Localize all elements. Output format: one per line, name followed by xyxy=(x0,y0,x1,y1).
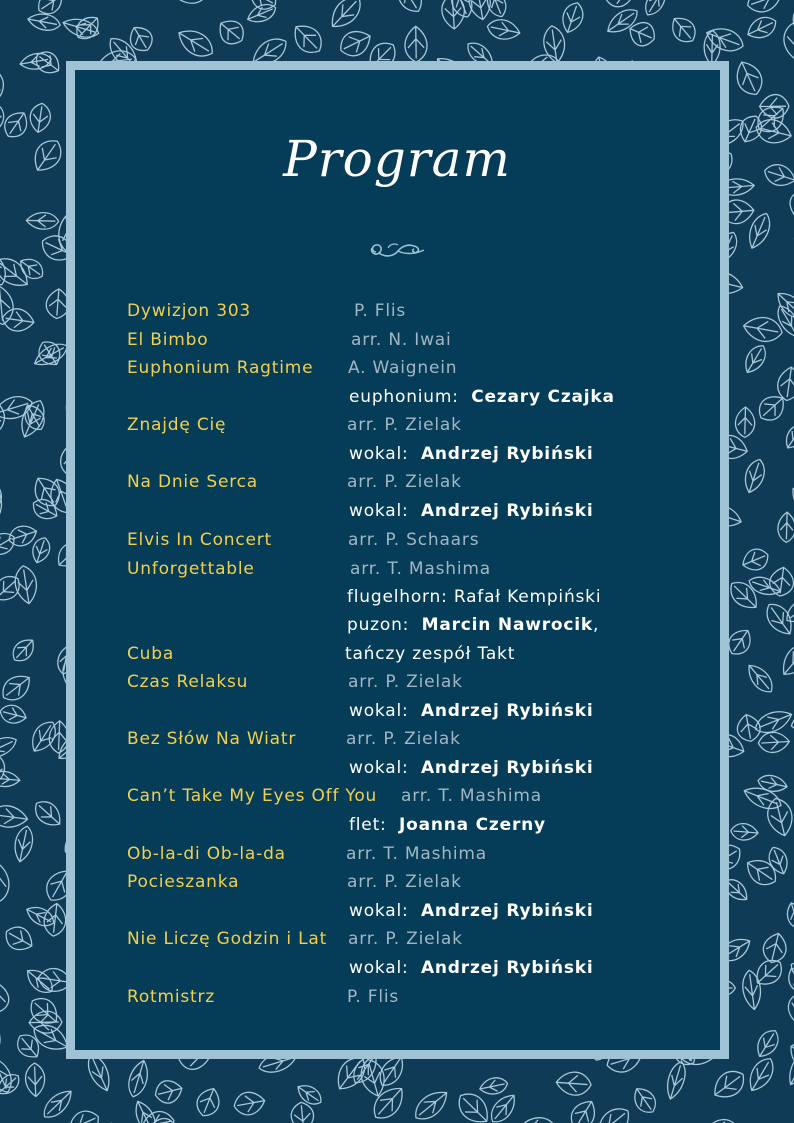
leaf-icon xyxy=(28,102,52,134)
performer-role: wokal: xyxy=(349,958,409,978)
arranger: P. Flis xyxy=(354,301,407,321)
leaf-icon xyxy=(744,1054,779,1095)
leaf-icon xyxy=(595,0,630,2)
leaf-icon xyxy=(741,457,768,495)
performer-role: wokal: xyxy=(349,701,409,721)
leaf-icon xyxy=(756,773,788,794)
leaf-icon xyxy=(603,0,635,8)
leaf-icon xyxy=(787,1117,794,1123)
leaf-icon xyxy=(232,1090,266,1118)
leaf-icon xyxy=(31,47,64,79)
leaf-icon xyxy=(555,1071,591,1096)
leaf-icon xyxy=(784,1046,794,1088)
leaf-icon xyxy=(391,0,427,17)
leaf-icon xyxy=(61,15,101,41)
leaf-icon xyxy=(0,334,3,373)
leaf-icon xyxy=(744,210,774,251)
leaf-icon xyxy=(173,24,217,63)
performer-name: Andrzej Rybiński xyxy=(420,501,594,521)
performer-role: wokal: xyxy=(349,758,409,778)
leaf-icon xyxy=(773,302,794,341)
leaf-icon xyxy=(741,854,781,891)
leaf-icon xyxy=(735,407,755,438)
leaf-icon xyxy=(629,1083,660,1117)
leaf-icon xyxy=(758,732,790,754)
leaf-icon xyxy=(744,13,780,43)
flourish-ornament-icon xyxy=(368,236,428,262)
leaf-icon xyxy=(13,564,40,605)
leaf-icon xyxy=(72,11,104,43)
leaf-icon xyxy=(754,390,790,426)
leaf-icon xyxy=(26,11,61,32)
leaf-icon xyxy=(750,954,787,990)
performer-detail xyxy=(347,587,601,607)
arranger: arr. P. Zielak xyxy=(348,672,463,692)
leaf-icon xyxy=(19,51,53,71)
leaf-icon xyxy=(214,15,249,50)
leaf-icon xyxy=(0,770,20,788)
leaf-icon xyxy=(707,1119,737,1123)
performer-suffix: , xyxy=(593,615,600,635)
leaf-icon xyxy=(559,0,587,35)
performer-name: Andrzej Rybiński xyxy=(420,444,594,464)
leaf-icon xyxy=(744,0,785,16)
leaf-icon xyxy=(741,969,763,1010)
piece-title: Ob-la-di Ob-la-da xyxy=(127,844,286,864)
leaf-icon xyxy=(39,1086,77,1123)
piece-title: Euphonium Ragtime xyxy=(127,358,314,378)
leaf-icon xyxy=(761,599,794,640)
arranger: A. Waignein xyxy=(348,358,458,378)
leaf-icon xyxy=(788,0,794,34)
leaf-icon xyxy=(410,1085,453,1123)
performer-role: puzon: xyxy=(347,615,410,635)
performer-name: Joanna Czerny xyxy=(398,815,546,835)
leaf-icon xyxy=(0,571,25,607)
leaf-icon xyxy=(731,57,767,99)
arranger: arr. T. Mashima xyxy=(346,844,487,864)
performer-role: wokal: xyxy=(349,501,409,521)
leaf-icon xyxy=(193,1085,224,1120)
piece-title: Bez Słów Na Wiatr xyxy=(127,729,297,749)
performer-name: Marcin Nawrocik xyxy=(421,615,593,635)
leaf-icon xyxy=(153,1077,185,1106)
leaf-icon xyxy=(566,1096,601,1123)
leaf-icon xyxy=(64,1106,103,1123)
leaf-icon xyxy=(25,1063,45,1097)
leaf-icon xyxy=(772,287,794,322)
leaf-icon xyxy=(336,25,376,61)
performer-name: Andrzej Rybiński xyxy=(420,758,594,778)
piece-title: Znajdę Cię xyxy=(127,415,227,435)
performer-detail xyxy=(349,958,594,978)
leaf-icon xyxy=(663,1059,689,1101)
piece-title: Dywizjon 303 xyxy=(127,301,252,321)
leaf-icon xyxy=(0,68,2,107)
leaf-icon xyxy=(776,637,794,681)
leaf-icon xyxy=(405,26,428,62)
leaf-icon xyxy=(26,717,61,756)
performer-role: euphonium: xyxy=(349,387,459,407)
piece-title: Cuba xyxy=(127,644,175,664)
arranger: P. Flis xyxy=(347,987,400,1007)
piece-title: Unforgettable xyxy=(127,559,255,579)
leaf-icon xyxy=(452,1087,495,1123)
leaf-icon xyxy=(288,19,328,59)
leaf-icon xyxy=(666,12,700,47)
leaf-icon xyxy=(20,401,49,434)
leaf-icon xyxy=(742,314,785,344)
performer-detail xyxy=(345,644,515,664)
leaf-icon xyxy=(0,669,36,706)
leaf-icon xyxy=(12,825,36,864)
leaf-icon xyxy=(785,991,794,1024)
leaf-icon xyxy=(781,421,794,452)
performer-detail xyxy=(349,815,546,835)
leaf-icon xyxy=(625,18,659,50)
leaf-icon xyxy=(486,17,522,42)
leaf-icon xyxy=(366,1119,408,1123)
page-title: Program xyxy=(283,130,511,188)
piece-title: Can’t Take My Eyes Off You xyxy=(127,786,378,806)
leaf-icon xyxy=(125,22,157,56)
leaf-icon xyxy=(8,634,39,665)
leaf-icon xyxy=(641,0,671,19)
leaf-icon xyxy=(0,399,9,442)
piece-title: Elvis In Concert xyxy=(127,530,273,550)
leaf-icon xyxy=(603,4,642,38)
leaf-icon xyxy=(325,0,367,34)
arranger: arr. P. Zielak xyxy=(347,415,462,435)
leaf-icon xyxy=(735,713,762,744)
leaf-icon xyxy=(483,0,510,20)
leaf-icon xyxy=(0,71,8,110)
arranger: arr. T. Mashima xyxy=(401,786,542,806)
piece-title: Nie Liczę Godzin i Lat xyxy=(127,929,328,949)
leaf-icon xyxy=(764,796,794,839)
leaf-icon xyxy=(591,1102,635,1123)
piece-title: Na Dnie Serca xyxy=(127,472,259,492)
performer-name: Cezary Czajka xyxy=(471,387,615,407)
leaf-icon xyxy=(0,703,28,727)
arranger: arr. N. Iwai xyxy=(351,330,452,350)
leaf-icon xyxy=(708,1065,750,1104)
leaf-icon xyxy=(478,1076,509,1097)
piece-title: Pocieszanka xyxy=(127,872,240,892)
performer-name: Andrzej Rybiński xyxy=(420,958,594,978)
leaf-icon xyxy=(175,0,212,8)
performer-detail xyxy=(349,758,594,778)
performer-role: flet: xyxy=(349,815,387,835)
piece-title: Czas Relaksu xyxy=(127,672,249,692)
arranger: arr. P. Zielak xyxy=(346,729,461,749)
leaf-icon xyxy=(0,324,1,364)
leaf-icon xyxy=(789,707,794,734)
leaf-icon xyxy=(26,212,59,229)
arranger: arr. P. Zielak xyxy=(347,472,462,492)
performer-role: tańczy zespół Takt xyxy=(345,644,516,664)
leaf-icon xyxy=(290,1101,315,1123)
leaf-icon xyxy=(0,1022,6,1062)
arranger: arr. P. Zielak xyxy=(348,929,463,949)
performer-detail xyxy=(349,501,594,521)
leaf-icon xyxy=(718,0,748,1)
arranger: arr. P. Zielak xyxy=(347,872,462,892)
leaf-icon xyxy=(367,1081,409,1123)
piece-title: El Bimbo xyxy=(127,330,209,350)
leaf-icon xyxy=(0,983,10,1014)
leaf-icon xyxy=(93,0,132,2)
leaf-icon xyxy=(486,1090,521,1123)
performer-role: flugelhorn: Rafał Kempiński xyxy=(347,587,602,607)
performer-name: Andrzej Rybiński xyxy=(420,701,594,721)
leaf-icon xyxy=(730,823,759,842)
leaf-icon xyxy=(765,844,791,877)
performer-role: wokal: xyxy=(349,901,409,921)
leaf-icon xyxy=(725,576,763,614)
performer-detail xyxy=(349,701,594,721)
performer-role: wokal: xyxy=(349,444,409,464)
arranger: arr. T. Mashima xyxy=(350,559,491,579)
leaf-icon xyxy=(752,1026,783,1061)
leaf-icon xyxy=(740,342,770,377)
leaf-icon xyxy=(785,187,794,222)
piece-title: Rotmistrz xyxy=(127,987,216,1007)
performer-detail xyxy=(349,387,615,407)
leaf-icon xyxy=(0,479,7,522)
leaf-icon xyxy=(0,865,9,902)
leaf-icon xyxy=(778,512,794,543)
leaf-icon xyxy=(739,545,772,574)
leaf-icon xyxy=(703,23,746,55)
leaf-icon xyxy=(784,901,794,931)
leaf-icon xyxy=(0,733,20,764)
performer-detail xyxy=(349,901,594,921)
leaf-icon xyxy=(1,922,37,955)
leaf-icon xyxy=(0,392,35,423)
leaf-icon xyxy=(147,1114,183,1123)
leaf-icon xyxy=(743,660,777,697)
leaf-icon xyxy=(125,1058,152,1099)
performer-name: Andrzej Rybiński xyxy=(420,901,594,921)
leaf-icon xyxy=(0,528,19,560)
performer-detail xyxy=(349,444,594,464)
leaf-icon xyxy=(12,1030,44,1063)
leaf-icon xyxy=(517,1115,555,1123)
leaf-icon xyxy=(784,21,794,59)
arranger: arr. P. Schaars xyxy=(348,530,480,550)
leaf-icon xyxy=(1,307,36,333)
leaf-icon xyxy=(30,796,66,831)
leaf-icon xyxy=(0,804,29,830)
performer-detail xyxy=(347,615,599,635)
